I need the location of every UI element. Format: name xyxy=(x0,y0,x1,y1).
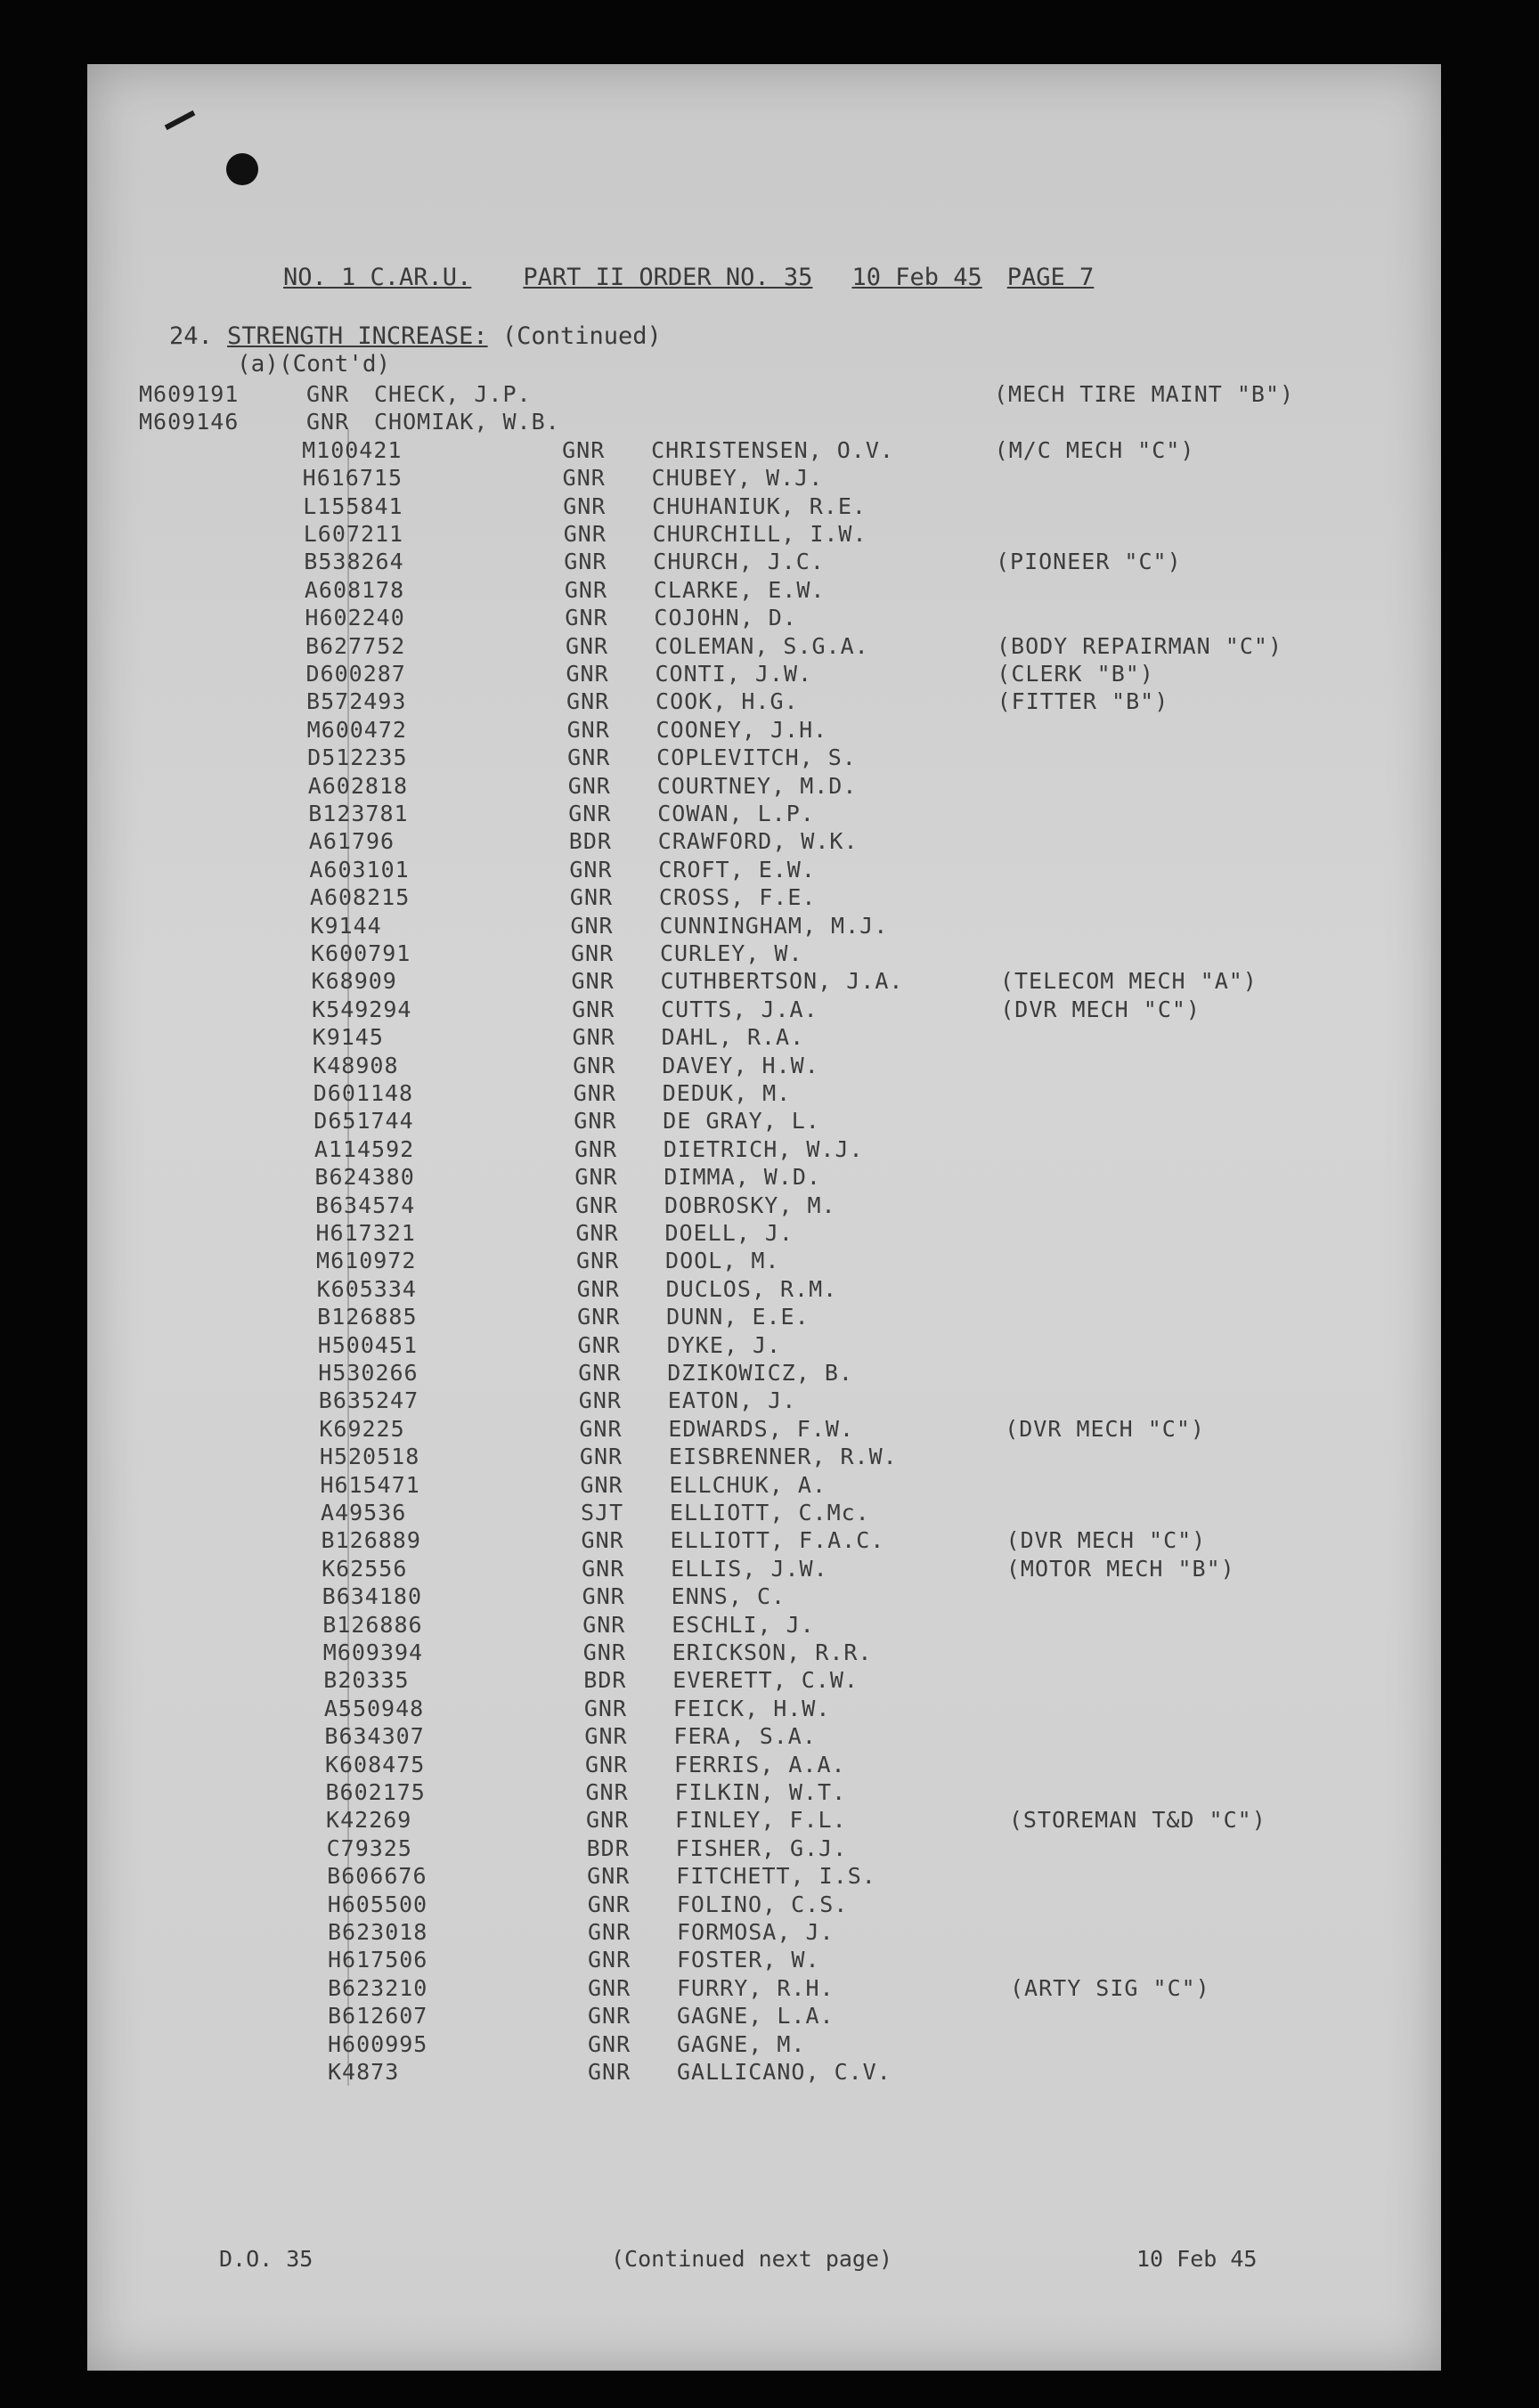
subsection-label: (a)(Cont'd) xyxy=(237,351,391,378)
trade-qualification: (MECH TIRE MAINT "B") xyxy=(994,381,1295,407)
rank: GNR xyxy=(578,1387,622,1414)
rank: GNR xyxy=(573,1052,616,1078)
member-name: COPLEVITCH, S. xyxy=(656,744,857,771)
service-number: H520518 xyxy=(319,1444,420,1470)
member-name: GAGNE, L.A. xyxy=(677,2003,835,2030)
rank: GNR xyxy=(571,968,615,995)
rank: GNR xyxy=(574,1108,617,1135)
service-number: B538264 xyxy=(304,549,404,575)
rank: GNR xyxy=(585,1779,629,1805)
member-name: COWAN, L.P. xyxy=(657,801,815,826)
rank: GNR xyxy=(562,436,606,463)
rank: GNR xyxy=(576,1275,620,1302)
member-name: DAHL, R.A. xyxy=(661,1024,805,1051)
service-number: B123781 xyxy=(308,801,409,826)
rank: GNR xyxy=(579,1415,623,1442)
service-number: L607211 xyxy=(303,521,404,547)
service-number: B612607 xyxy=(328,2003,428,2030)
rank: GNR xyxy=(588,1947,631,1973)
member-name: CHOMIAK, W.B. xyxy=(374,409,560,435)
member-name: ENNS, C. xyxy=(671,1583,786,1610)
member-name: CHURCH, J.C. xyxy=(653,549,825,575)
service-number: D651744 xyxy=(314,1108,414,1135)
service-number: B623018 xyxy=(328,1919,428,1945)
rank: GNR xyxy=(583,1695,627,1721)
service-number: B634307 xyxy=(324,1723,425,1750)
member-name: FISHER, G.J. xyxy=(675,1834,848,1861)
service-number: H605500 xyxy=(327,1891,428,1917)
rank: GNR xyxy=(573,1080,616,1106)
member-name: GALLICANO, C.V. xyxy=(677,2059,892,2085)
rank: BDR xyxy=(568,828,612,855)
service-number: B126885 xyxy=(317,1304,418,1330)
rank: GNR xyxy=(306,409,350,435)
member-name: FOSTER, W. xyxy=(677,1947,820,1973)
trade-qualification: (MOTOR MECH "B") xyxy=(1006,1555,1235,1582)
member-name: ELLIOTT, C.Mc. xyxy=(670,1500,870,1525)
section-title: STRENGTH INCREASE: xyxy=(227,322,488,350)
service-number: D600287 xyxy=(305,661,406,687)
service-number: M610972 xyxy=(316,1248,417,1274)
rank: GNR xyxy=(584,1723,628,1750)
member-name: CONTI, J.W. xyxy=(655,661,813,687)
member-name: CHURCHILL, I.W. xyxy=(652,521,867,547)
member-name: FERRIS, A.A. xyxy=(673,1751,846,1778)
rank: GNR xyxy=(566,661,609,687)
member-name: CUNNINGHAM, M.J. xyxy=(659,912,889,939)
member-name: EATON, J. xyxy=(667,1387,797,1414)
header-part: PART II ORDER NO. 35 xyxy=(523,264,813,291)
service-number: H617506 xyxy=(328,1947,428,1973)
rank: GNR xyxy=(582,1583,625,1610)
service-number: H615471 xyxy=(320,1471,420,1498)
service-number: B126886 xyxy=(322,1611,423,1638)
member-name: DOOL, M. xyxy=(665,1248,780,1274)
service-number: K605334 xyxy=(316,1275,417,1302)
service-number: B602175 xyxy=(325,1779,426,1805)
member-name: DOELL, J. xyxy=(664,1220,794,1246)
member-name: DAVEY, H.W. xyxy=(662,1052,819,1078)
rank: GNR xyxy=(579,1444,623,1470)
rank: GNR xyxy=(574,1192,619,1218)
service-number: H600995 xyxy=(328,2030,428,2057)
service-number: K9144 xyxy=(310,912,382,939)
rank: GNR xyxy=(576,1248,620,1274)
member-name: DE GRAY, L. xyxy=(663,1108,820,1135)
member-name: FOLINO, C.S. xyxy=(676,1891,849,1917)
rank: GNR xyxy=(586,1807,630,1834)
member-name: EVERETT, C.W. xyxy=(672,1667,859,1694)
member-name: FURRY, R.H. xyxy=(677,1974,835,2001)
rank: GNR xyxy=(564,576,607,603)
member-name: CURLEY, W. xyxy=(660,940,803,966)
rank: GNR xyxy=(577,1331,621,1358)
footer-right: 10 Feb 45 xyxy=(1136,2246,1258,2272)
rank: GNR xyxy=(568,801,612,826)
member-name: GAGNE, M. xyxy=(677,2030,806,2057)
member-name: CLARKE, E.W. xyxy=(653,576,826,603)
section-heading xyxy=(169,322,662,350)
member-name: ESCHLI, J. xyxy=(672,1611,815,1638)
member-name: DUNN, E.E. xyxy=(666,1304,810,1330)
service-number: M600472 xyxy=(306,716,407,743)
service-number: B627752 xyxy=(305,632,406,659)
ink-mark xyxy=(165,110,196,130)
header-page: PAGE 7 xyxy=(1006,264,1095,291)
member-name: ELLIOTT, F.A.C. xyxy=(670,1527,885,1554)
service-number: K9145 xyxy=(312,1024,384,1051)
service-number: M100421 xyxy=(302,436,403,463)
service-number: K69225 xyxy=(319,1415,405,1442)
rank: GNR xyxy=(572,996,615,1022)
service-number: L155841 xyxy=(303,492,403,519)
rank: GNR xyxy=(587,1863,631,1890)
rank: GNR xyxy=(588,2003,631,2030)
trade-qualification: (PIONEER "C") xyxy=(995,549,1182,575)
member-name: COONEY, J.H. xyxy=(656,716,828,743)
service-number: B572493 xyxy=(306,688,407,715)
member-name: FERA, S.A. xyxy=(673,1723,817,1750)
member-name: FINLEY, F.L. xyxy=(675,1807,847,1834)
service-number: M609146 xyxy=(139,409,240,435)
member-name: COJOHN, D. xyxy=(654,605,797,631)
member-name: DZIKOWICZ, B. xyxy=(667,1360,853,1386)
rank: GNR xyxy=(582,1555,625,1582)
rank: GNR xyxy=(570,912,614,939)
rank: GNR xyxy=(566,688,610,715)
member-name: ELLIS, J.W. xyxy=(671,1555,828,1582)
rank: GNR xyxy=(575,1220,619,1246)
member-name: COURTNEY, M.D. xyxy=(656,772,858,799)
member-name: CUTTS, J.A. xyxy=(661,996,818,1022)
member-name: CUTHBERTSON, J.A. xyxy=(660,968,904,995)
service-number: B635247 xyxy=(318,1387,419,1414)
member-name: ELLCHUK, A. xyxy=(669,1471,827,1498)
trade-qualification: (BODY REPAIRMAN "C") xyxy=(996,632,1282,659)
service-number: B623210 xyxy=(328,1974,428,2001)
service-number: B624380 xyxy=(314,1164,415,1191)
member-name: FILKIN, W.T. xyxy=(674,1779,847,1805)
member-name: DOBROSKY, M. xyxy=(664,1192,836,1218)
rank: GNR xyxy=(582,1639,626,1665)
member-name: FORMOSA, J. xyxy=(677,1919,835,1945)
service-number: M609394 xyxy=(322,1639,424,1665)
rank: SJT xyxy=(581,1500,624,1525)
service-number: H530266 xyxy=(318,1360,419,1386)
header-date: 10 Feb 45 xyxy=(851,264,982,291)
trade-qualification: (M/C MECH "C") xyxy=(994,436,1195,463)
rank: GNR xyxy=(563,521,607,547)
member-name: CHUHANIUK, R.E. xyxy=(652,492,867,519)
rank: GNR xyxy=(565,632,609,659)
trade-qualification: (DVR MECH "C") xyxy=(1005,1415,1205,1442)
rank: GNR xyxy=(566,716,610,743)
rank: GNR xyxy=(563,492,607,519)
rank: GNR xyxy=(569,884,614,911)
service-number: K48908 xyxy=(313,1052,399,1078)
rank: GNR xyxy=(577,1304,621,1330)
trade-qualification: (CLERK "B") xyxy=(997,661,1154,687)
rank: GNR xyxy=(562,465,606,492)
trade-qualification: (DVR MECH "C") xyxy=(1000,996,1201,1022)
member-name: COOK, H.G. xyxy=(656,688,799,715)
member-name: FEICK, H.W. xyxy=(672,1695,831,1721)
service-number: A61796 xyxy=(308,828,395,855)
section-continued: (Continued) xyxy=(501,322,662,350)
trade-qualification: (DVR MECH "C") xyxy=(1006,1527,1207,1554)
punch-hole xyxy=(226,153,258,185)
rank: BDR xyxy=(586,1834,630,1861)
section-number: 24. xyxy=(169,322,213,350)
rank: GNR xyxy=(581,1527,624,1554)
rank: GNR xyxy=(569,856,613,883)
member-name: CROSS, F.E. xyxy=(658,884,817,911)
rank: GNR xyxy=(582,1611,626,1638)
document-page xyxy=(87,64,1441,2371)
service-number: A49536 xyxy=(321,1500,407,1525)
member-name: DEDUK, M. xyxy=(662,1080,792,1106)
rank: GNR xyxy=(567,744,611,771)
service-number: H602240 xyxy=(305,605,405,631)
service-number: K608475 xyxy=(324,1751,426,1778)
member-name: EDWARDS, F.W. xyxy=(668,1415,855,1442)
service-number: A550948 xyxy=(323,1695,425,1721)
member-name: COLEMAN, S.G.A. xyxy=(654,632,869,659)
member-name: FITCHETT, I.S. xyxy=(676,1863,876,1890)
trade-qualification: (ARTY SIG "C") xyxy=(1010,1974,1210,2001)
member-name: DYKE, J. xyxy=(666,1331,782,1358)
trade-qualification: (FITTER "B") xyxy=(997,688,1169,715)
service-number: H500451 xyxy=(317,1331,419,1358)
trade-qualification: (TELECOM MECH "A") xyxy=(999,968,1258,995)
rank: GNR xyxy=(306,381,350,407)
service-number: H616715 xyxy=(302,465,403,492)
service-number: K549294 xyxy=(312,996,412,1022)
rank: GNR xyxy=(588,2030,631,2057)
rank: GNR xyxy=(567,772,611,799)
page-header xyxy=(283,264,1094,291)
service-number: M609191 xyxy=(139,381,240,407)
service-number: C79325 xyxy=(326,1834,412,1861)
member-name: CHUBEY, W.J. xyxy=(651,465,824,492)
service-number: A602818 xyxy=(307,772,409,799)
rank: GNR xyxy=(564,549,607,575)
rank: GNR xyxy=(574,1135,617,1162)
service-number: A114592 xyxy=(314,1135,415,1162)
header-unit: NO. 1 C.AR.U. xyxy=(283,264,472,291)
service-number: A608178 xyxy=(304,576,405,603)
rank: GNR xyxy=(574,1164,618,1191)
service-number: A603101 xyxy=(309,856,410,883)
rank: GNR xyxy=(584,1751,629,1778)
rank: GNR xyxy=(572,1024,615,1051)
member-name: DIMMA, W.D. xyxy=(664,1164,821,1191)
service-number: K600791 xyxy=(311,940,411,966)
member-name: DUCLOS, R.M. xyxy=(665,1275,838,1302)
service-number: B20335 xyxy=(323,1667,410,1694)
member-name: ERICKSON, R.R. xyxy=(672,1639,873,1665)
service-number: K42269 xyxy=(326,1807,412,1834)
service-number: B126889 xyxy=(321,1527,421,1554)
service-number: B634574 xyxy=(314,1192,416,1218)
service-number: K68909 xyxy=(311,968,397,995)
member-name: CROFT, E.W. xyxy=(658,856,816,883)
trade-qualification: (STOREMAN T&D "C") xyxy=(1008,1807,1266,1834)
member-name: DIETRICH, W.J. xyxy=(663,1135,864,1162)
rank: GNR xyxy=(578,1360,622,1386)
service-number: B634180 xyxy=(322,1583,422,1610)
service-number: A608215 xyxy=(309,884,411,911)
service-number: K62556 xyxy=(322,1555,408,1582)
service-number: B606676 xyxy=(327,1863,428,1890)
rank: GNR xyxy=(565,605,608,631)
service-number: D512235 xyxy=(307,744,408,771)
footer-left: D.O. 35 xyxy=(219,2246,314,2272)
service-number: D601148 xyxy=(313,1080,414,1106)
member-name: CRAWFORD, W.K. xyxy=(657,828,859,855)
rank: GNR xyxy=(588,1919,631,1945)
member-name: CHRISTENSEN, O.V. xyxy=(651,436,894,463)
rank: BDR xyxy=(583,1667,627,1694)
rank: GNR xyxy=(571,940,615,966)
service-number: H617321 xyxy=(315,1220,416,1246)
rank: GNR xyxy=(580,1471,623,1498)
member-name: CHECK, J.P. xyxy=(374,381,532,407)
rank: GNR xyxy=(588,1974,631,2001)
footer-center: (Continued next page) xyxy=(611,2246,893,2272)
member-name: EISBRENNER, R.W. xyxy=(668,1444,898,1470)
rank: GNR xyxy=(587,1891,631,1917)
service-number: K4873 xyxy=(328,2059,400,2085)
rank: GNR xyxy=(588,2059,631,2085)
